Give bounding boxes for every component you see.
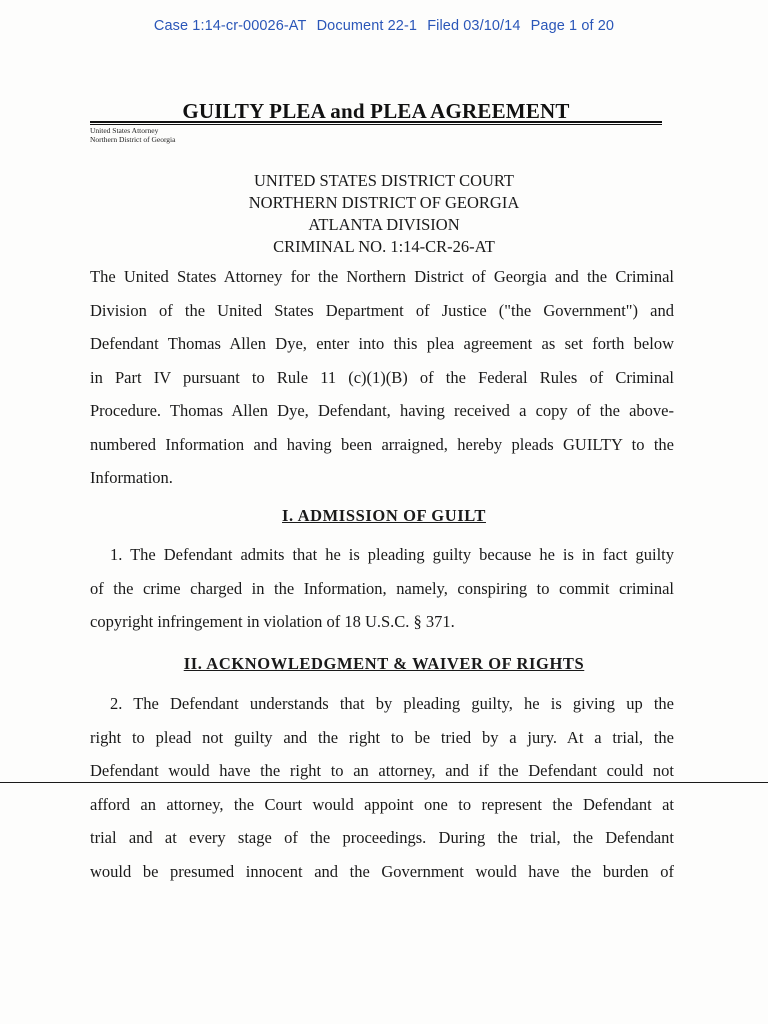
paragraph-line: Defendant would have the right to an attorney, and if the Defendant could not: [90, 761, 674, 780]
filed-date: Filed 03/10/14: [427, 18, 521, 34]
document-number: Document 22-1: [316, 18, 418, 34]
paragraph-line: 2. The Defendant understands that by pleading guilty, he is giving up the: [110, 694, 674, 713]
ecf-filing-header: [0, 18, 768, 34]
intro-paragraph: [90, 260, 674, 495]
paragraph-line: in Part IV pursuant to Rule 11 (c)(1)(B) of the Federal Rules of Criminal: [90, 367, 674, 387]
division-name: ATLANTA DIVISION: [308, 215, 460, 234]
paragraph-line: copyright infringement in violation of 18 U.S.C. § 371.: [90, 612, 455, 631]
paragraph-line: Defendant Thomas Allen Dye, enter into this plea agreement as set forth below: [90, 334, 674, 353]
admission-paragraph: [90, 538, 674, 639]
page-number: Page 1 of 20: [530, 18, 615, 34]
paragraph-line: The United States Attorney for the Northern District of Georgia and the Criminal: [90, 267, 674, 286]
office-line-2: Northern District of Georgia: [90, 135, 176, 144]
paragraph-line: would be presumed innocent and the Government would have the burden of: [90, 861, 674, 881]
paragraph-line: right to plead not guilty and the right to be tried by a jury. At a trial, the: [90, 727, 674, 747]
office-line-1: United States Attorney: [90, 126, 159, 135]
paragraph-line: Division of the United States Department of Justice ("the Government") and: [90, 300, 674, 320]
section-heading-waiver: II. ACKNOWLEDGMENT & WAIVER OF RIGHTS: [183, 654, 585, 673]
office-label: [90, 126, 175, 144]
district-name: NORTHERN DISTRICT OF GEORGIA: [248, 193, 520, 212]
paragraph-line: afford an attorney, the Court would appoint one to represent the Defendant at: [90, 794, 674, 814]
paragraph-line: numbered Information and having been arraigned, hereby pleads GUILTY to the: [90, 434, 674, 454]
scan-fold-line: [0, 782, 768, 783]
title-block: [90, 98, 662, 125]
paragraph-line: 1. The Defendant admits that he is pleading guilty because he is in fact guilty: [110, 545, 674, 564]
paragraph-line: of the crime charged in the Information, namely, conspiring to commit criminal: [90, 578, 674, 598]
criminal-number: CRIMINAL NO. 1:14-CR-26-AT: [273, 237, 495, 256]
document-title: GUILTY PLEA and PLEA AGREEMENT: [182, 99, 570, 123]
paragraph-line: trial and at every stage of the proceedings. During the trial, the Defendant: [90, 828, 674, 847]
paragraph-line: Procedure. Thomas Allen Dye, Defendant, having received a copy of the above-: [90, 401, 674, 420]
waiver-paragraph: [90, 687, 674, 888]
case-number: Case 1:14-cr-00026-AT: [153, 18, 307, 34]
paragraph-line: Information.: [90, 468, 173, 487]
court-name: UNITED STATES DISTRICT COURT: [253, 171, 514, 190]
case-caption: [0, 170, 768, 258]
section-heading-admission: I. ADMISSION OF GUILT: [282, 506, 486, 525]
